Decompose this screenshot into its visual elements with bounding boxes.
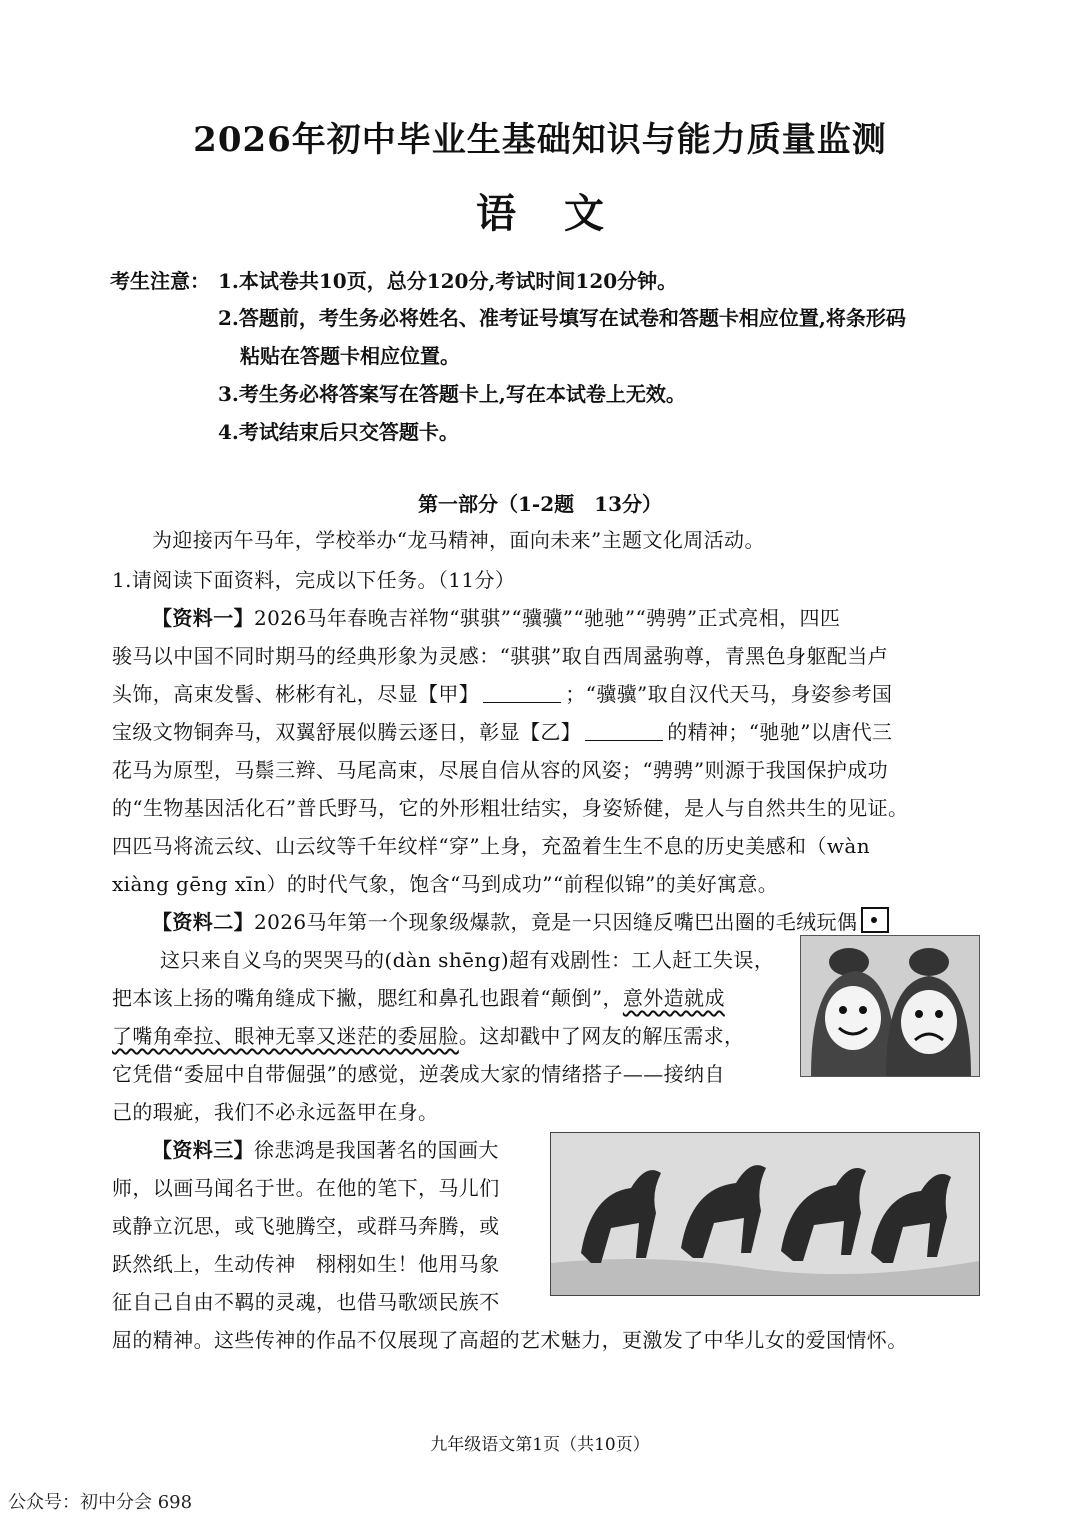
subject-title: 语文 [476,190,652,237]
material2-line-5: 它凭借“委屈中自带倔强”的感觉，逆袭成大家的情绪搭子——接纳自 [112,1062,725,1086]
material1-text-1: 2026马年春晚吉祥物“骐骐”“骥骥”“驰驰”“骋骋”正式亮相，四匹 [254,606,841,630]
material3-line-4: 跃然纸上，生动传神 栩栩如生！他用马象 [112,1252,500,1276]
material3-line-2: 师，以画马闻名于世。在他的笔下，马儿们 [112,1176,500,1200]
notice-label: 考生注意： [110,269,210,293]
material2-text-3a: 把本该上扬的嘴角缝成下撇，腮红和鼻孔也跟着“颠倒”， [112,986,623,1010]
wavy-underlined-sentence-a: 意外造就成 [622,986,725,1010]
notice-item-4: 4.考试结束后只交答题卡。 [218,420,459,444]
material2-line-2: 这只来自义乌的哭哭马的(dàn shēng)超有戏剧性：工人赶工失误， [160,948,775,972]
material1-text-3b: ；“骥骥”取自汉代天马，身姿参考国 [565,682,893,706]
material1-text-4b: 的精神；“驰驰”以唐代三 [667,720,893,744]
notice-item-2: 2.答题前，考生务必将姓名、准考证号填写在试卷和答题卡相应位置,将条形码 [218,306,906,330]
material2-line-1 [152,906,889,935]
material1-line-6: 的“生物基因活化石”普氏野马，它的外形粗壮结实，身姿矫健，是人与自然共生的见证。 [112,796,909,820]
material1-line-7: 四匹马将流云纹、山云纹等千年纹样“穿”上身，充盈着生生不息的历史美感和（wàn [112,834,870,858]
material1-line-3 [112,678,892,707]
section-heading: 第一部分（1-2题 13分） [418,492,662,516]
notice-item-1: 1.本试卷共10页，总分120分,考试时间120分钟。 [218,269,678,293]
material1-line-4 [112,716,892,745]
material3-tag: 【资料三】 [152,1138,254,1162]
exam-title: 2026年初中毕业生基础知识与能力质量监测 [193,120,887,160]
material1-line-2: 骏马以中国不同时期马的经典形象为灵感：“骐骐”取自西周盝驹尊，青黑色身躯配当卢 [112,644,889,668]
horses-illustration [551,1133,979,1295]
material3-line-3: 或静立沉思，或飞驰腾空，或群马奔腾，或 [112,1214,500,1238]
material2-tag: 【资料二】 [152,910,254,934]
material2-line-3 [112,982,725,1011]
material3-line-6: 屈的精神。这些传神的作品不仅展现了高超的艺术魅力，更激发了中华儿女的爱国情怀。 [112,1328,908,1352]
material3-line-1 [152,1134,499,1163]
material1-line-8: xiàng gēng xīn）的时代气象，饱含“马到成功”“前程似锦”的美好寓意。 [112,872,779,896]
material2-line-6: 己的瑕疵，我们不必永远盔甲在身。 [112,1100,439,1124]
section-intro: 为迎接丙午马年，学校举办“龙马精神，面向未来”主题文化周活动。 [152,528,765,552]
material3-line-5: 征自己自由不羁的灵魂，也借马歌颂民族不 [112,1290,500,1314]
blank-yi[interactable] [585,722,663,741]
question-1: 1.请阅读下面资料，完成以下任务。（11分） [112,568,516,592]
material3-text-1: 徐悲鸿是我国著名的国画大 [254,1138,499,1162]
material1-line-1 [152,602,840,631]
material1-text-3a: 头饰，高束发髻、彬彬有礼，尽显【甲】 [112,682,480,706]
callout-box-icon [861,907,889,933]
material1-tag: 【资料一】 [152,606,254,630]
dolls-illustration [801,936,979,1076]
watermark-text: 公众号：初中分会 698 [8,1492,193,1513]
blank-jia[interactable] [483,684,561,703]
wavy-underlined-sentence-b: 了嘴角牵拉、眼神无辜又迷茫的委屈脸 [112,1024,459,1048]
crying-horse-dolls-image [800,935,980,1077]
material1-line-5: 花马为原型，马鬃三辫、马尾高束，尽展自信从容的风姿；“骋骋”则源于我国保护成功 [112,758,889,782]
notice-item-3: 3.考生务必将答案写在答题卡上,写在本试卷上无效。 [218,382,686,406]
material1-text-4a: 宝级文物铜奔马，双翼舒展似腾云逐日，彰显【乙】 [112,720,582,744]
material2-text-4b: 。这却戳中了网友的解压需求， [458,1024,745,1048]
page-footer: 九年级语文第1页（共10页） [430,1435,650,1455]
galloping-horses-painting-image [550,1132,980,1296]
material2-line-4 [112,1020,744,1049]
notice-item-2-cont: 粘贴在答题卡相应位置。 [240,344,460,368]
material2-text-1: 2026马年第一个现象级爆款，竟是一只因缝反嘴巴出圈的毛绒玩偶 [254,910,858,934]
